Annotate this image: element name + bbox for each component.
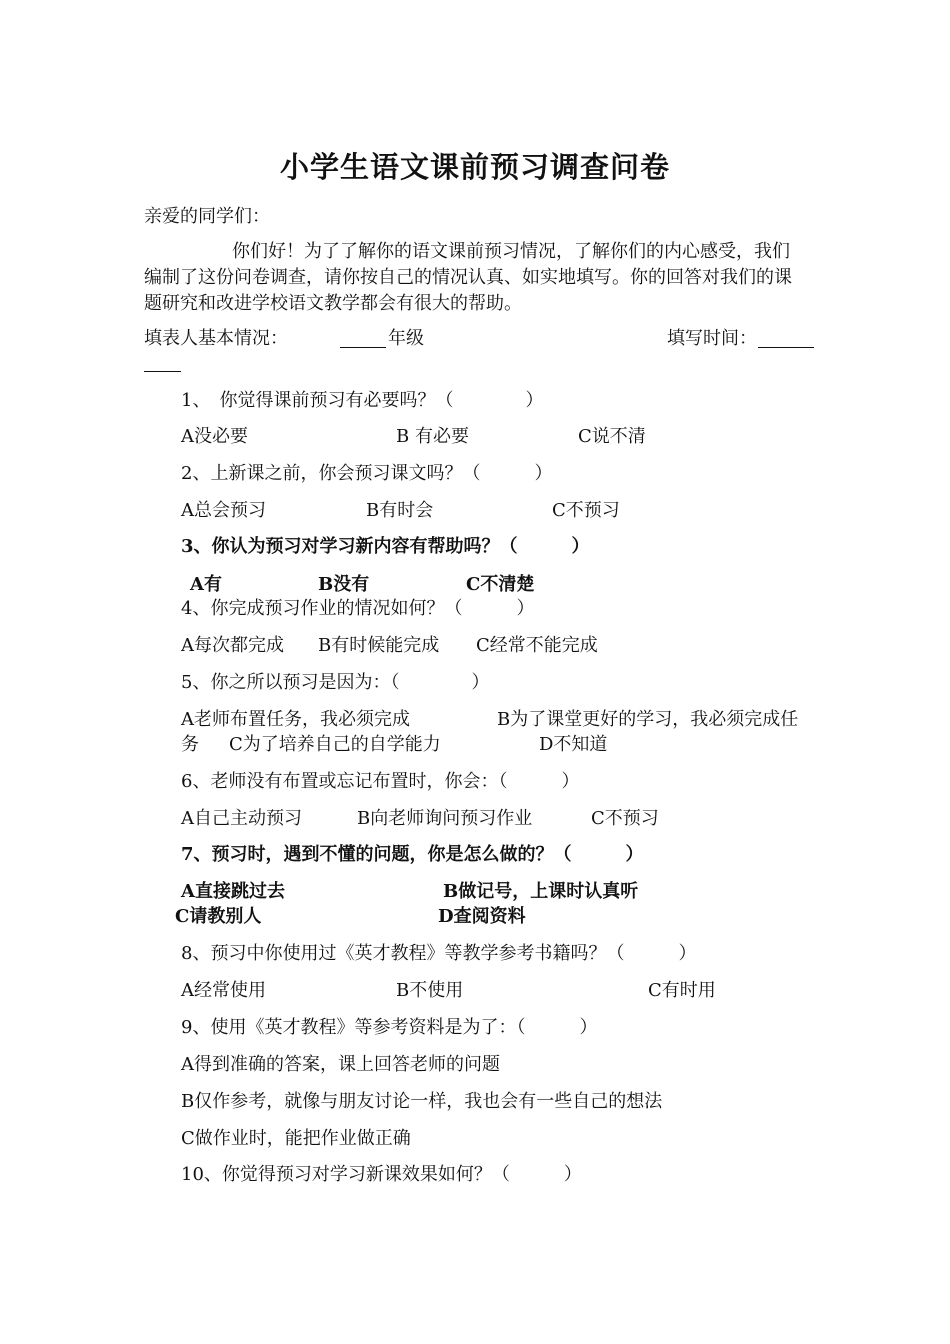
q7-option-b[interactable]: B做记号，上课时认真听	[443, 881, 639, 902]
q3-option-c[interactable]: C不清楚	[466, 574, 535, 595]
intro-line-3: 题研究和改进学校语文教学都会有很大的帮助。	[144, 293, 522, 314]
q8-option-c[interactable]: C有时用	[648, 980, 716, 1001]
q1-option-b[interactable]: B 有必要	[396, 426, 469, 447]
q5-option-c[interactable]: C为了培养自己的自学能力	[229, 734, 441, 755]
q9-option-c[interactable]: C做作业时，能把作业做正确	[181, 1128, 411, 1149]
question-6: 6、老师没有布置或忘记布置时，你会：（ ）	[181, 771, 580, 792]
question-8: 8、预习中你使用过《英才教程》等教学参考书籍吗？（ ）	[181, 943, 697, 964]
question-9: 9、使用《英才教程》等参考资料是为了：（ ）	[181, 1017, 598, 1038]
question-4: 4、你完成预习作业的情况如何？（ ）	[181, 598, 535, 619]
q1-option-c[interactable]: C说不清	[578, 426, 646, 447]
greeting: 亲爱的同学们：	[144, 206, 270, 227]
fill-time-blank[interactable]	[758, 329, 814, 348]
question-3: 3、你认为预习对学习新内容有帮助吗？（ ）	[181, 536, 590, 557]
q2-option-b[interactable]: B有时会	[366, 500, 434, 521]
q9-option-b[interactable]: B仅作参考，就像与朋友讨论一样，我也会有一些自己的想法	[181, 1091, 663, 1112]
q4-option-c[interactable]: C经常不能完成	[476, 635, 598, 656]
fill-time-label: 填写时间：	[667, 328, 757, 349]
q3-option-a[interactable]: A有	[190, 574, 222, 595]
q2-option-a[interactable]: A总会预习	[181, 500, 266, 521]
q9-option-a[interactable]: A得到准确的答案，课上回答老师的问题	[181, 1054, 500, 1075]
q4-option-a[interactable]: A每次都完成	[181, 635, 284, 656]
q7-option-c[interactable]: C请教别人	[175, 906, 262, 927]
intro-line-1: 你们好！为了了解你的语文课前预习情况，了解你们的内心感受，我们	[232, 241, 790, 262]
q5-option-b-continued[interactable]: 务	[181, 734, 199, 755]
q7-option-a[interactable]: A直接跳过去	[181, 881, 285, 902]
question-7: 7、预习时，遇到不懂的问题，你是怎么做的？（ ）	[181, 844, 644, 865]
question-5: 5、你之所以预习是因为：（ ）	[181, 672, 490, 693]
q1-option-a[interactable]: A没必要	[181, 426, 248, 447]
q6-option-c[interactable]: C不预习	[591, 808, 659, 829]
q3-option-b[interactable]: B没有	[318, 574, 370, 595]
question-1: 1、 你觉得课前预习有必要吗？（ ）	[181, 390, 544, 411]
fill-time-blank-continued[interactable]	[144, 353, 181, 372]
basic-info-label: 填表人基本情况：	[144, 328, 288, 349]
q5-option-d[interactable]: D不知道	[539, 734, 608, 755]
grade-label: 年级	[388, 328, 424, 349]
q5-option-b[interactable]: B为了课堂更好的学习，我必须完成任	[497, 709, 799, 730]
q6-option-b[interactable]: B向老师询问预习作业	[357, 808, 533, 829]
q8-option-a[interactable]: A经常使用	[181, 980, 266, 1001]
question-10: 10、你觉得预习对学习新课效果如何？（ ）	[181, 1164, 582, 1185]
document-title: 小学生语文课前预习调查问卷	[279, 150, 670, 184]
q4-option-b[interactable]: B有时候能完成	[318, 635, 440, 656]
grade-blank[interactable]	[340, 329, 386, 348]
q7-option-d[interactable]: D查阅资料	[438, 906, 526, 927]
q8-option-b[interactable]: B不使用	[396, 980, 464, 1001]
q2-option-c[interactable]: C不预习	[552, 500, 620, 521]
q6-option-a[interactable]: A自己主动预习	[181, 808, 302, 829]
question-2: 2、上新课之前，你会预习课文吗？（ ）	[181, 463, 553, 484]
intro-line-2: 编制了这份问卷调查，请你按自己的情况认真、如实地填写。你的回答对我们的课	[144, 267, 792, 288]
q5-option-a[interactable]: A老师布置任务，我必须完成	[181, 709, 410, 730]
